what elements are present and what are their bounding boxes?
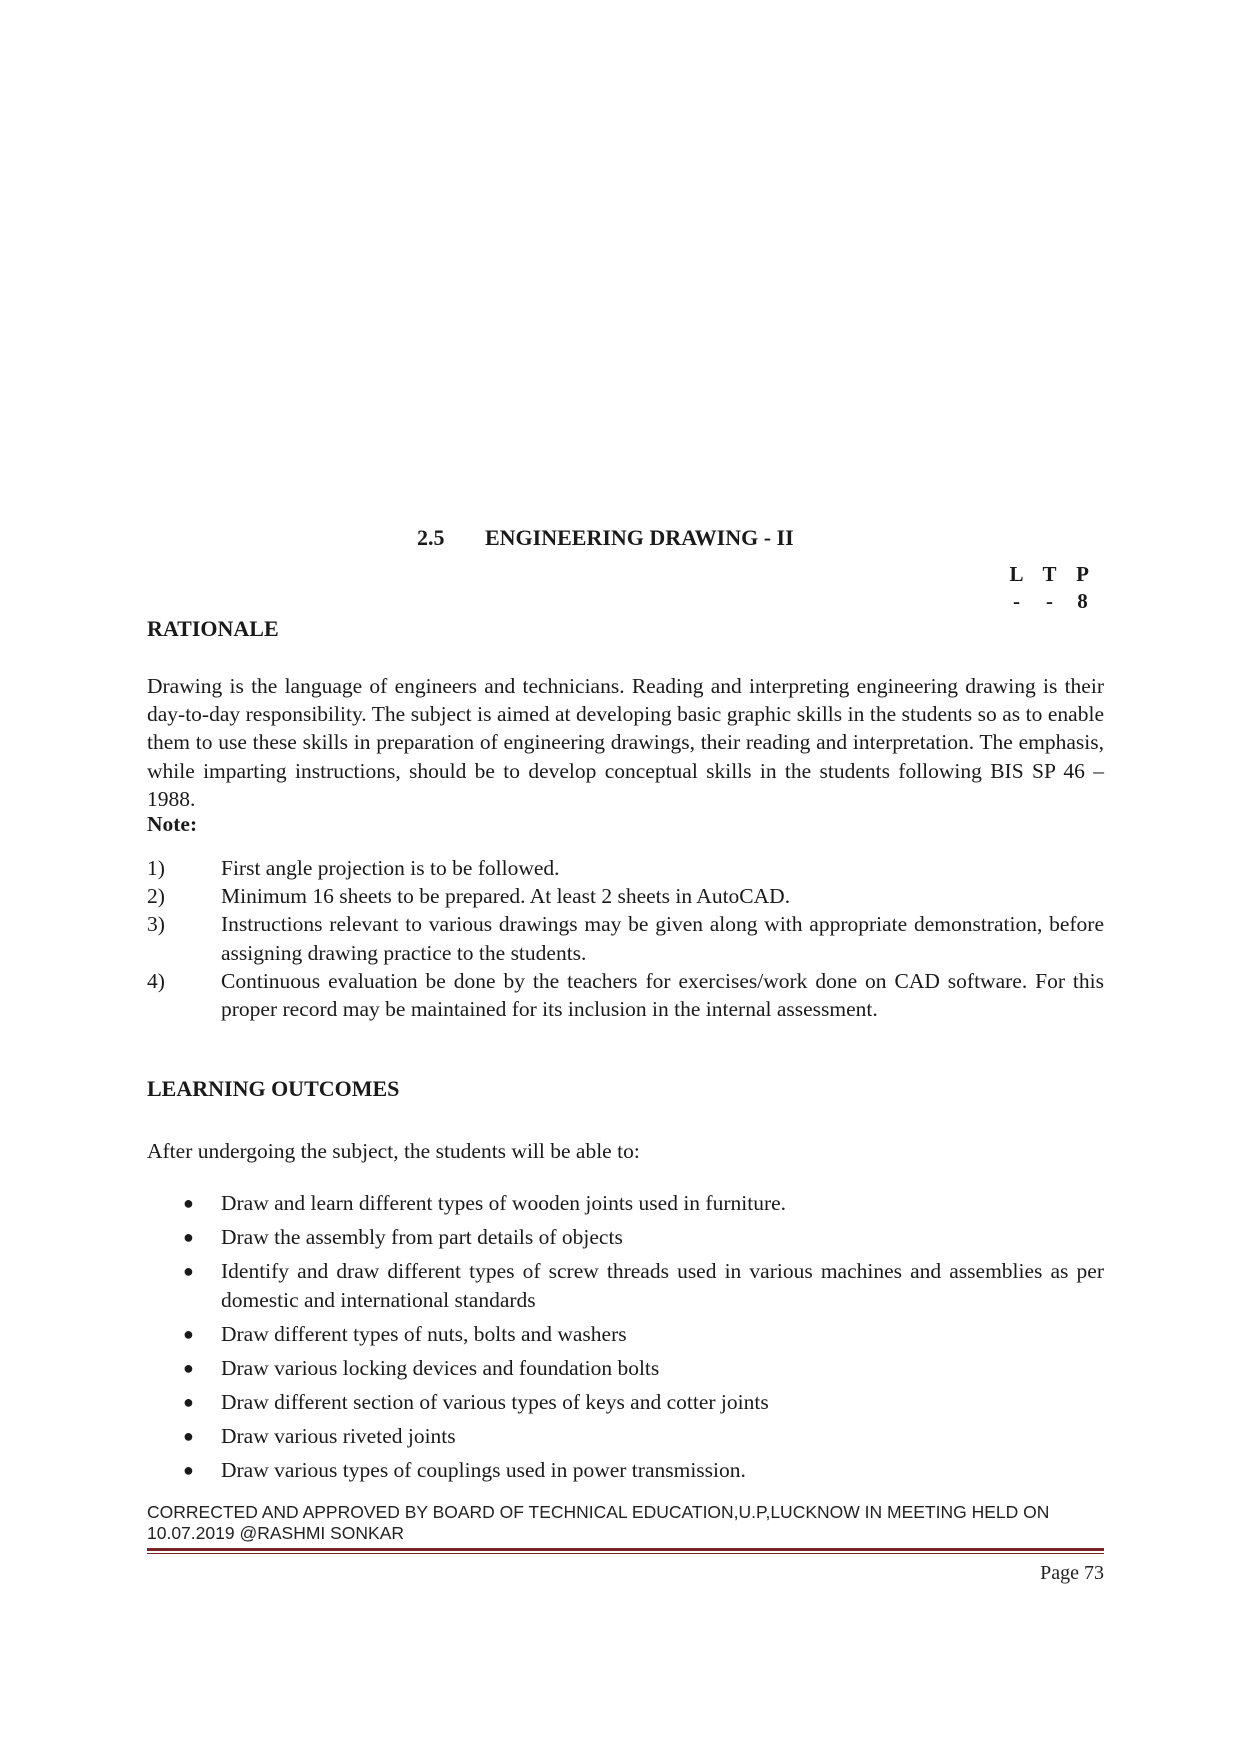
learning-outcomes-intro: After undergoing the subject, the students will be able to:: [147, 1139, 640, 1163]
bullet-icon: ●: [183, 1391, 194, 1412]
footer-line-2: 10.07.2019 @RASHMI SONKAR: [147, 1523, 405, 1543]
section-number: 2.5: [417, 525, 445, 550]
outcome-text: Draw various riveted joints: [221, 1423, 456, 1448]
list-item: [183, 1257, 1104, 1314]
outcome-text: Identify and draw different types of screw threads used in various machines and assemblies as per domestic and international standards: [221, 1259, 1104, 1312]
footer-rule: [147, 1548, 1104, 1551]
ltp-header-t: T: [1042, 562, 1057, 586]
bullet-icon: ●: [183, 1193, 194, 1213]
page-number: Page 73: [1040, 1562, 1104, 1584]
note-item: [147, 882, 1104, 910]
note-number: 3): [147, 912, 165, 937]
ltp-value-p: 8: [1077, 589, 1088, 613]
outcome-text: Draw various types of couplings used in power transmission.: [221, 1457, 746, 1482]
bullet-icon: ●: [183, 1357, 194, 1378]
outcome-text: Draw the assembly from part details of objects: [221, 1225, 623, 1249]
ltp-values: [1000, 589, 1104, 614]
note-text: Continuous evaluation be done by the teachers for exercises/work done on CAD software. For this proper record may be maintained for its inclusion in the internal assessment.: [221, 968, 1104, 1022]
note-text: First angle projection is to be followed.: [221, 856, 560, 880]
list-item: [183, 1388, 1104, 1417]
ltp-value-l: -: [1013, 589, 1020, 613]
note-text: Minimum 16 sheets to be prepared. At least 2 sheets in AutoCAD.: [221, 884, 791, 909]
list-item: [183, 1354, 1104, 1383]
note-item: [147, 910, 1104, 966]
ltp-header: [1000, 562, 1104, 587]
rationale-heading: RATIONALE: [147, 616, 279, 641]
bullet-icon: ●: [183, 1227, 194, 1247]
list-item: [183, 1320, 1104, 1349]
learning-outcomes-list: [183, 1189, 1104, 1490]
note-text: Instructions relevant to various drawings may be given along with appropriate demonstration, before assigning drawing practice to the students.: [221, 912, 1104, 965]
ltp-header-l: L: [1009, 562, 1024, 586]
bullet-icon: ●: [183, 1425, 194, 1446]
note-label: Note:: [147, 812, 198, 836]
note-item: [147, 967, 1104, 1023]
outcome-text: Draw different types of nuts, bolts and washers: [221, 1321, 627, 1346]
list-item: [183, 1456, 1104, 1485]
outcome-text: Draw and learn different types of wooden joints used in furniture.: [221, 1191, 787, 1215]
list-item: [183, 1422, 1104, 1451]
ltp-value-t: -: [1046, 589, 1053, 613]
note-list: [147, 854, 1104, 1023]
outcome-text: Draw various locking devices and foundation bolts: [221, 1355, 660, 1380]
learning-outcomes-heading: LEARNING OUTCOMES: [147, 1076, 400, 1101]
section-title: [417, 525, 794, 551]
outcome-text: Draw different section of various types of keys and cotter joints: [221, 1389, 769, 1414]
note-number: 2): [147, 884, 165, 909]
list-item: [183, 1189, 1104, 1218]
bullet-icon: ●: [183, 1323, 194, 1344]
list-item: [183, 1223, 1104, 1252]
rationale-paragraph: Drawing is the language of engineers and technicians. Reading and interpreting engineering drawing is their day-to-day responsibility. The subject is aimed at developing basic graphic skills in the students so as to enable them to use these skills in preparation of engineering drawings, their reading and interpretation. The emphasis, while imparting instructions, should be to develop conceptual skills in the students following BIS SP 46 – 1988.: [147, 674, 1104, 811]
section-title-text: ENGINEERING DRAWING - II: [485, 525, 794, 550]
bullet-icon: ●: [183, 1459, 194, 1480]
note-item: [147, 854, 1104, 882]
footer-rule-thin: [147, 1553, 1104, 1554]
ltp-header-p: P: [1076, 562, 1089, 586]
note-number: 4): [147, 968, 165, 993]
footer-line-1: CORRECTED AND APPROVED BY BOARD OF TECHNICAL EDUCATION,U.P,LUCKNOW IN MEETING HELD ON: [147, 1502, 1050, 1522]
footer-approval: [147, 1502, 1104, 1544]
note-number: 1): [147, 856, 165, 880]
bullet-icon: ●: [183, 1261, 194, 1281]
